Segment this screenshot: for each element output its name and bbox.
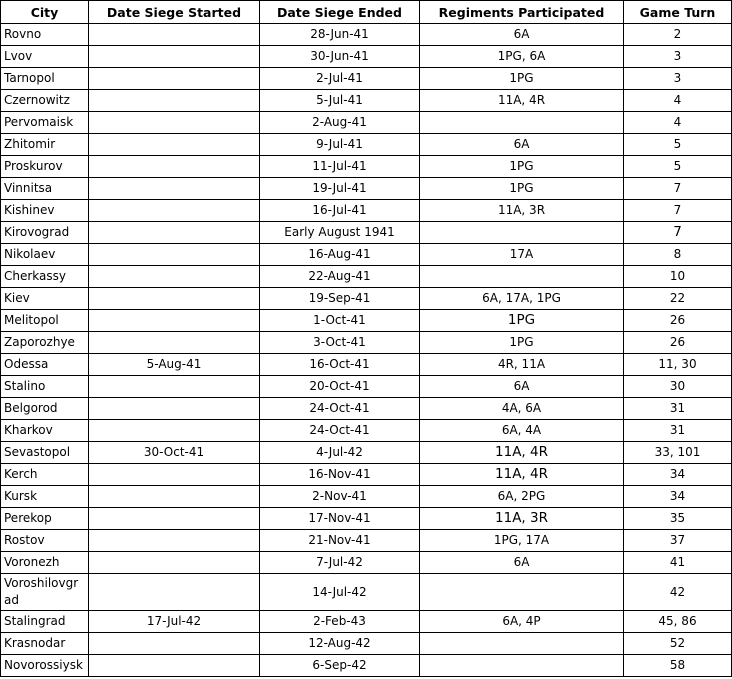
cell-date-started: 30-Oct-41: [89, 442, 260, 464]
cell-city: Nikolaev: [1, 244, 89, 266]
cell-date-ended: 17-Nov-41: [260, 508, 420, 530]
cell-city: Sevastopol: [1, 442, 89, 464]
cell-game-turn: 34: [624, 486, 732, 508]
cell-regiments: 11A, 3R: [420, 200, 624, 222]
cell-regiments: 4R, 11A: [420, 354, 624, 376]
cell-date-ended: 28-Jun-41: [260, 24, 420, 46]
cell-regiments: [420, 112, 624, 134]
cell-game-turn: 4: [624, 112, 732, 134]
cell-regiments: 1PG: [420, 310, 624, 332]
cell-game-turn: 26: [624, 332, 732, 354]
cell-city: Melitopol: [1, 310, 89, 332]
cell-regiments: 1PG: [420, 68, 624, 90]
cell-date-ended: 16-Aug-41: [260, 244, 420, 266]
table-row: [1, 442, 732, 464]
cell-game-turn: 33, 101: [624, 442, 732, 464]
cell-regiments: 6A: [420, 24, 624, 46]
cell-city: Kishinev: [1, 200, 89, 222]
table-row: [1, 376, 732, 398]
cell-city: Lvov: [1, 46, 89, 68]
cell-city: Perekop: [1, 508, 89, 530]
table-row: [1, 354, 732, 376]
cell-date-started: [89, 288, 260, 310]
cell-game-turn: 31: [624, 420, 732, 442]
cell-date-started: [89, 508, 260, 530]
cell-game-turn: 35: [624, 508, 732, 530]
cell-regiments: 1PG: [420, 156, 624, 178]
cell-date-started: 17-Jul-42: [89, 611, 260, 633]
cell-date-started: [89, 655, 260, 677]
cell-date-started: [89, 633, 260, 655]
cell-regiments: 6A: [420, 376, 624, 398]
cell-game-turn: 58: [624, 655, 732, 677]
cell-date-ended: 16-Oct-41: [260, 354, 420, 376]
table-row: [1, 332, 732, 354]
cell-regiments: 6A: [420, 134, 624, 156]
cell-date-ended: 24-Oct-41: [260, 398, 420, 420]
cell-city: Novorossiysk: [1, 655, 89, 677]
cell-city: Czernowitz: [1, 90, 89, 112]
cell-game-turn: 31: [624, 398, 732, 420]
cell-game-turn: 34: [624, 464, 732, 486]
table-row: [1, 486, 732, 508]
cell-date-started: [89, 486, 260, 508]
cell-date-ended: Early August 1941: [260, 222, 420, 244]
table-row: [1, 266, 732, 288]
cell-game-turn: 11, 30: [624, 354, 732, 376]
header-row: [1, 1, 732, 24]
cell-date-started: [89, 24, 260, 46]
cell-date-ended: 2-Jul-41: [260, 68, 420, 90]
cell-date-started: [89, 420, 260, 442]
table-row: [1, 530, 732, 552]
cell-game-turn: 2: [624, 24, 732, 46]
cell-date-ended: 9-Jul-41: [260, 134, 420, 156]
cell-date-ended: 11-Jul-41: [260, 156, 420, 178]
cell-game-turn: 30: [624, 376, 732, 398]
header-date-started: Date Siege Started: [89, 1, 260, 24]
cell-date-started: [89, 68, 260, 90]
cell-regiments: 11A, 4R: [420, 90, 624, 112]
cell-city: Pervomaisk: [1, 112, 89, 134]
cell-date-ended: 2-Feb-43: [260, 611, 420, 633]
table-row: [1, 288, 732, 310]
cell-game-turn: 45, 86: [624, 611, 732, 633]
cell-city: Vinnitsa: [1, 178, 89, 200]
cell-date-ended: 3-Oct-41: [260, 332, 420, 354]
table-row: [1, 611, 732, 633]
cell-regiments: 1PG, 17A: [420, 530, 624, 552]
cell-game-turn: 41: [624, 552, 732, 574]
cell-regiments: 6A, 4A: [420, 420, 624, 442]
cell-city: Cherkassy: [1, 266, 89, 288]
cell-regiments: 11A, 3R: [420, 508, 624, 530]
table-row: [1, 310, 732, 332]
cell-date-started: [89, 134, 260, 156]
cell-date-started: [89, 464, 260, 486]
cell-regiments: 6A, 17A, 1PG: [420, 288, 624, 310]
cell-game-turn: 42: [624, 574, 732, 611]
cell-game-turn: 5: [624, 156, 732, 178]
cell-date-ended: 6-Sep-42: [260, 655, 420, 677]
table-row: [1, 178, 732, 200]
cell-city: Rovno: [1, 24, 89, 46]
table-row: [1, 244, 732, 266]
header-city: City: [1, 1, 89, 24]
cell-date-started: [89, 46, 260, 68]
cell-regiments: [420, 222, 624, 244]
table-row: [1, 46, 732, 68]
cell-date-started: [89, 376, 260, 398]
cell-game-turn: 7: [624, 200, 732, 222]
cell-date-started: [89, 200, 260, 222]
cell-date-ended: 19-Sep-41: [260, 288, 420, 310]
cell-city: Zhitomir: [1, 134, 89, 156]
cell-city: Kerch: [1, 464, 89, 486]
cell-regiments: [420, 574, 624, 611]
cell-date-ended: 2-Nov-41: [260, 486, 420, 508]
cell-date-ended: 19-Jul-41: [260, 178, 420, 200]
cell-city: Krasnodar: [1, 633, 89, 655]
table-row: [1, 464, 732, 486]
cell-date-started: [89, 244, 260, 266]
cell-city: Zaporozhye: [1, 332, 89, 354]
cell-date-ended: 4-Jul-42: [260, 442, 420, 464]
cell-city: Stalingrad: [1, 611, 89, 633]
cell-city: Odessa: [1, 354, 89, 376]
table-row: [1, 655, 732, 677]
cell-regiments: 6A, 2PG: [420, 486, 624, 508]
cell-date-ended: 16-Jul-41: [260, 200, 420, 222]
cell-date-ended: 21-Nov-41: [260, 530, 420, 552]
cell-date-ended: 30-Jun-41: [260, 46, 420, 68]
cell-regiments: 6A, 4P: [420, 611, 624, 633]
table-row: [1, 200, 732, 222]
cell-city: Voronezh: [1, 552, 89, 574]
cell-date-ended: 2-Aug-41: [260, 112, 420, 134]
cell-city: Kursk: [1, 486, 89, 508]
cell-regiments: 1PG: [420, 332, 624, 354]
table-row: [1, 68, 732, 90]
cell-regiments: 1PG: [420, 178, 624, 200]
cell-date-started: [89, 222, 260, 244]
cell-date-ended: 12-Aug-42: [260, 633, 420, 655]
cell-game-turn: 3: [624, 68, 732, 90]
cell-city: Kharkov: [1, 420, 89, 442]
cell-date-ended: 20-Oct-41: [260, 376, 420, 398]
cell-game-turn: 8: [624, 244, 732, 266]
table-row: [1, 156, 732, 178]
cell-regiments: 11A, 4R: [420, 442, 624, 464]
cell-regiments: 6A: [420, 552, 624, 574]
cell-date-ended: 7-Jul-42: [260, 552, 420, 574]
cell-date-started: [89, 332, 260, 354]
table-row: [1, 398, 732, 420]
cell-regiments: 4A, 6A: [420, 398, 624, 420]
cell-game-turn: 26: [624, 310, 732, 332]
table-row: [1, 134, 732, 156]
cell-regiments: [420, 655, 624, 677]
table-row: [1, 633, 732, 655]
table-row: [1, 112, 732, 134]
cell-date-started: [89, 178, 260, 200]
cell-city: Voroshilovgrad: [1, 574, 89, 611]
cell-date-started: [89, 112, 260, 134]
cell-game-turn: 7: [624, 222, 732, 244]
cell-city: Stalino: [1, 376, 89, 398]
cell-date-started: [89, 266, 260, 288]
cell-date-started: [89, 156, 260, 178]
cell-date-started: [89, 574, 260, 611]
table-row: [1, 90, 732, 112]
cell-date-ended: 5-Jul-41: [260, 90, 420, 112]
cell-regiments: 1PG, 6A: [420, 46, 624, 68]
cell-game-turn: 5: [624, 134, 732, 156]
cell-game-turn: 3: [624, 46, 732, 68]
cell-date-started: [89, 398, 260, 420]
cell-date-started: 5-Aug-41: [89, 354, 260, 376]
cell-game-turn: 4: [624, 90, 732, 112]
cell-date-ended: 1-Oct-41: [260, 310, 420, 332]
cell-date-started: [89, 530, 260, 552]
cell-date-ended: 14-Jul-42: [260, 574, 420, 611]
cell-game-turn: 7: [624, 178, 732, 200]
cell-city: Kirovograd: [1, 222, 89, 244]
cell-city: Tarnopol: [1, 68, 89, 90]
header-regiments: Regiments Participated: [420, 1, 624, 24]
cell-city: Rostov: [1, 530, 89, 552]
cell-date-ended: 22-Aug-41: [260, 266, 420, 288]
table-row: [1, 24, 732, 46]
cell-regiments: [420, 266, 624, 288]
cell-game-turn: 10: [624, 266, 732, 288]
cell-game-turn: 37: [624, 530, 732, 552]
table-row: [1, 552, 732, 574]
cell-regiments: [420, 633, 624, 655]
table-row: [1, 508, 732, 530]
table-row: [1, 574, 732, 611]
cell-regiments: 17A: [420, 244, 624, 266]
cell-game-turn: 22: [624, 288, 732, 310]
cell-date-started: [89, 552, 260, 574]
cell-regiments: 11A, 4R: [420, 464, 624, 486]
header-date-ended: Date Siege Ended: [260, 1, 420, 24]
header-game-turn: Game Turn: [624, 1, 732, 24]
cell-city: Proskurov: [1, 156, 89, 178]
cell-date-started: [89, 90, 260, 112]
cell-date-ended: 16-Nov-41: [260, 464, 420, 486]
table-row: [1, 222, 732, 244]
cell-date-started: [89, 310, 260, 332]
cell-city: Belgorod: [1, 398, 89, 420]
cell-city: Kiev: [1, 288, 89, 310]
cell-game-turn: 52: [624, 633, 732, 655]
cell-date-ended: 24-Oct-41: [260, 420, 420, 442]
table-row: [1, 420, 732, 442]
